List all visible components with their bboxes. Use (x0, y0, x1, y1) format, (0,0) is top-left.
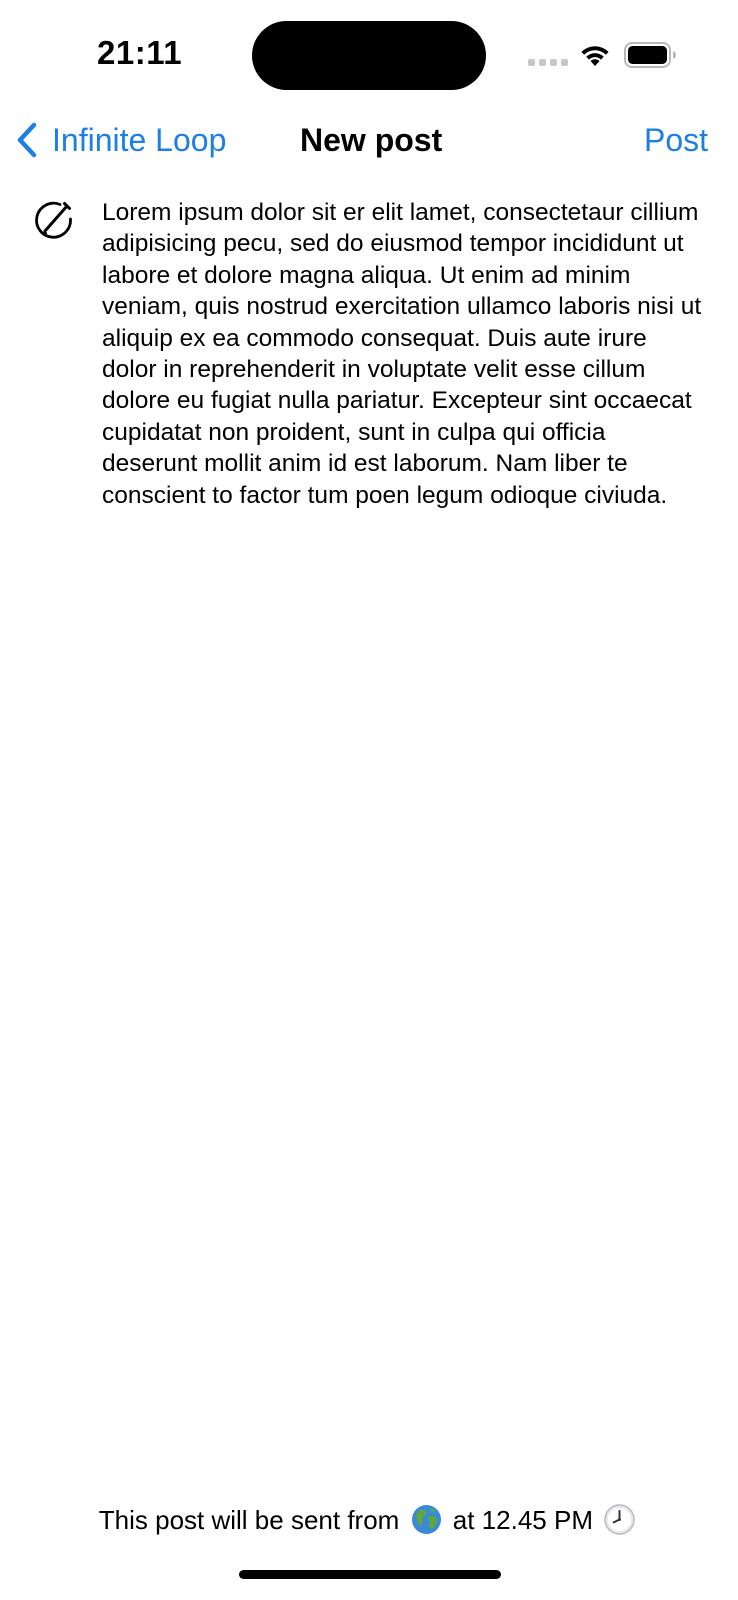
chevron-left-icon (14, 120, 40, 160)
status-time: 21:11 (97, 34, 183, 71)
compose-icon (31, 198, 77, 244)
clock-icon[interactable] (604, 1504, 635, 1535)
post-body-text[interactable]: Lorem ipsum dolor sit er elit lamet, consectetaur cillium adipisicing pecu, sed do eiusmod tempor incididunt ut labore et dolore magna aliqua. Ut enim ad minim veniam, quis nostrud exercitation ullamco laboris nisi ut aliquip ex ea commodo consequat. Duis aute irure dolor in reprehenderit in voluptate velit esse cillum dolore eu fugiat nulla pariatur. Excepteur sint occaecat cupidatat non proident, sunt in culpa qui officia deserunt mollit anim id est laborum. Nam liber te conscient to factor tum poen legum odioque civiuda. (102, 199, 702, 509)
globe-icon[interactable] (411, 1504, 442, 1535)
cellular-signal-icon (528, 59, 568, 66)
send-location-note (0, 1502, 738, 1538)
wifi-icon (578, 42, 612, 68)
footer-time: at 12.45 PM (452, 1505, 593, 1535)
page-title: New post (300, 122, 443, 158)
footer-prefix: This post will be sent from (98, 1505, 400, 1535)
dynamic-island (252, 21, 486, 90)
battery-icon (624, 42, 678, 68)
home-indicator[interactable] (239, 1570, 501, 1579)
post-button[interactable]: Post (643, 122, 708, 158)
back-button[interactable] (14, 120, 226, 160)
back-label: Infinite Loop (52, 122, 227, 158)
